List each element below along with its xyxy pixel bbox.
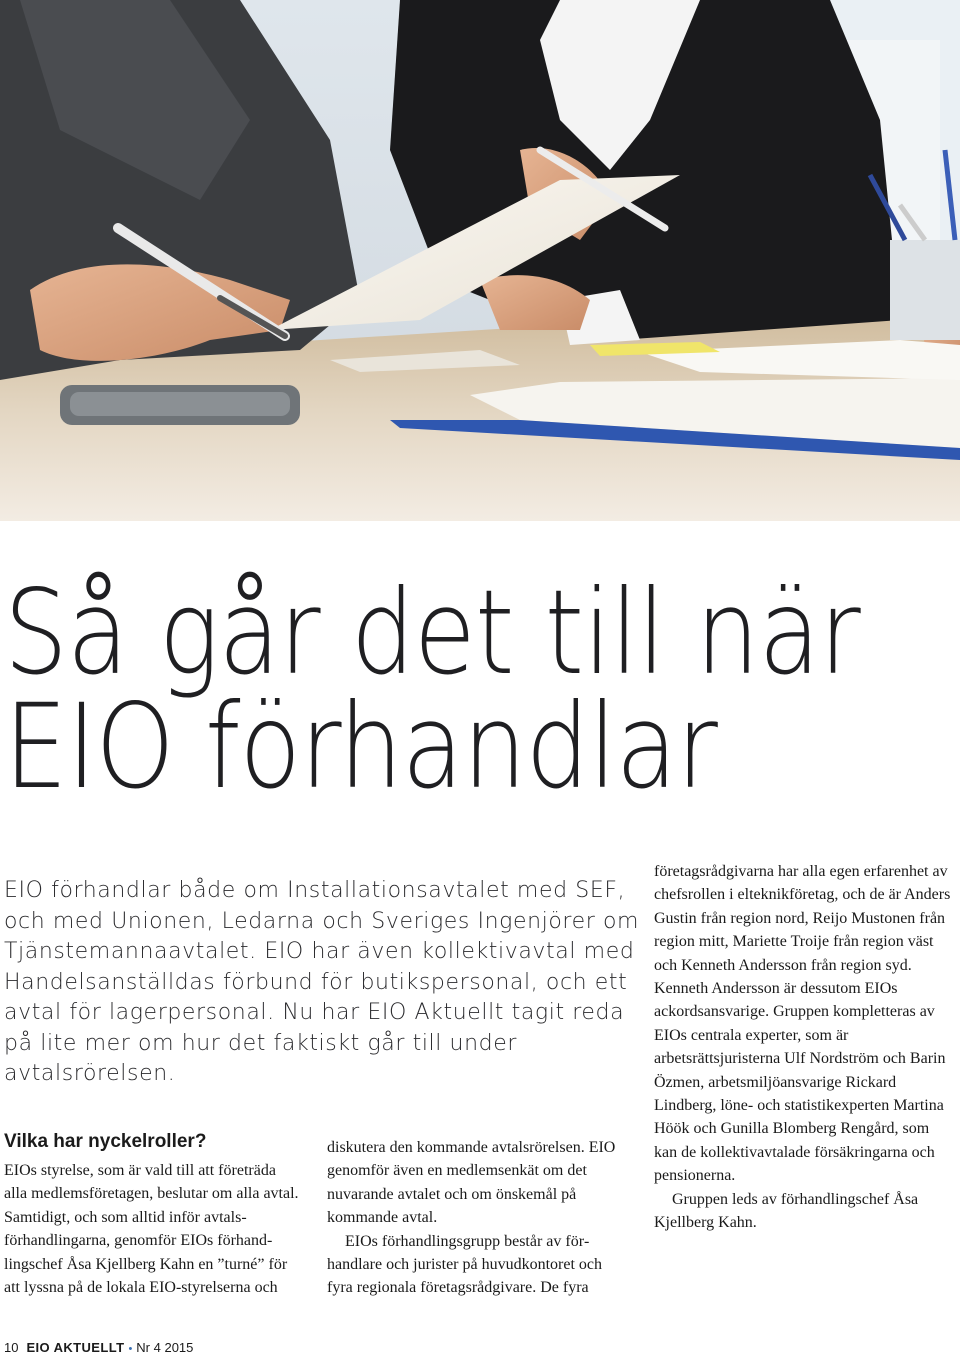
page-number: 10: [4, 1340, 19, 1355]
body-paragraph: företagsrådgivarna har alla egen erfarenhet av chefsrollen i elteknikföretag, och de är Anders Gustin från region nord, Reijo Mustonen från region mitt, Mariette Troije från region väst och Kenneth Andersson från region syd. Kenneth Andersson är dessutom EIOs ackordsansvarige. Gruppen kompletteras av EIOs centrala experter, som är arbetsrättsjuristerna Ulf Nordström och Barin Özmen, arbetsmiljöansvarige Rickard Lindberg, löne- och statistikexperten Martina Höök och Gunilla Blomberg Rengård, som kan de kollektivavtalade försäkringarna och pensionerna.: [654, 863, 951, 1185]
headline-line-2: EIO förhandlar: [4, 678, 718, 815]
subhead: Vilka har nyckelroller?: [4, 1131, 207, 1152]
body-paragraph: Gruppen leds av förhandlingschef Åsa Kjellberg Kahn.: [654, 1190, 919, 1232]
body-column-1: [4, 1130, 300, 1299]
photo-illustration: [0, 0, 960, 521]
body-column-3: [654, 860, 956, 1235]
footer-separator: •: [128, 1343, 133, 1355]
body-paragraph: diskutera den kommande avtalsrörelsen. EIO genomför även en medlemsenkät om det nuvarande avtalet och om önskemål på kommande avtal.: [327, 1139, 616, 1227]
body-column-2: [327, 1136, 623, 1300]
business-meeting-photo: [0, 0, 960, 521]
headline-line-1: Så går det till när: [4, 564, 860, 701]
headline: [4, 564, 860, 815]
issue-label: Nr 4 2015: [136, 1340, 194, 1355]
page-footer: [4, 1340, 193, 1356]
body-paragraph: EIOs styrelse, som är vald till att företräda alla medlemsföretagen, beslutar om alla avtal. Samtidigt, och som alltid inför avtalsförhandlingarna, genomför EIOs förhandlingschef Åsa Kjellberg Kahn en ”turné” för att lyssna på de lokala EIO-styrelserna och: [4, 1162, 299, 1297]
ingress: EIO förhandlar både om Installationsavtalet med SEF, och med Unionen, Ledarna och Sveriges Ingenjörer om Tjänstemannaavtalet. EIO har även kollektivavtal med Handelsanställdas förbund för butikspersonal, och ett avtal för lagerpersonal. Nu har EIO Aktuellt tagit reda på lite mer om hur det faktiskt går till under avtalsrörelsen.: [4, 878, 640, 1086]
body-paragraph: EIOs förhandlingsgrupp består av förhandlare och jurister på huvudkontoret och fyra regionala företagsrådgivare. De fyra: [327, 1232, 603, 1297]
magazine-name: EIO AKTUELLT: [26, 1340, 125, 1355]
